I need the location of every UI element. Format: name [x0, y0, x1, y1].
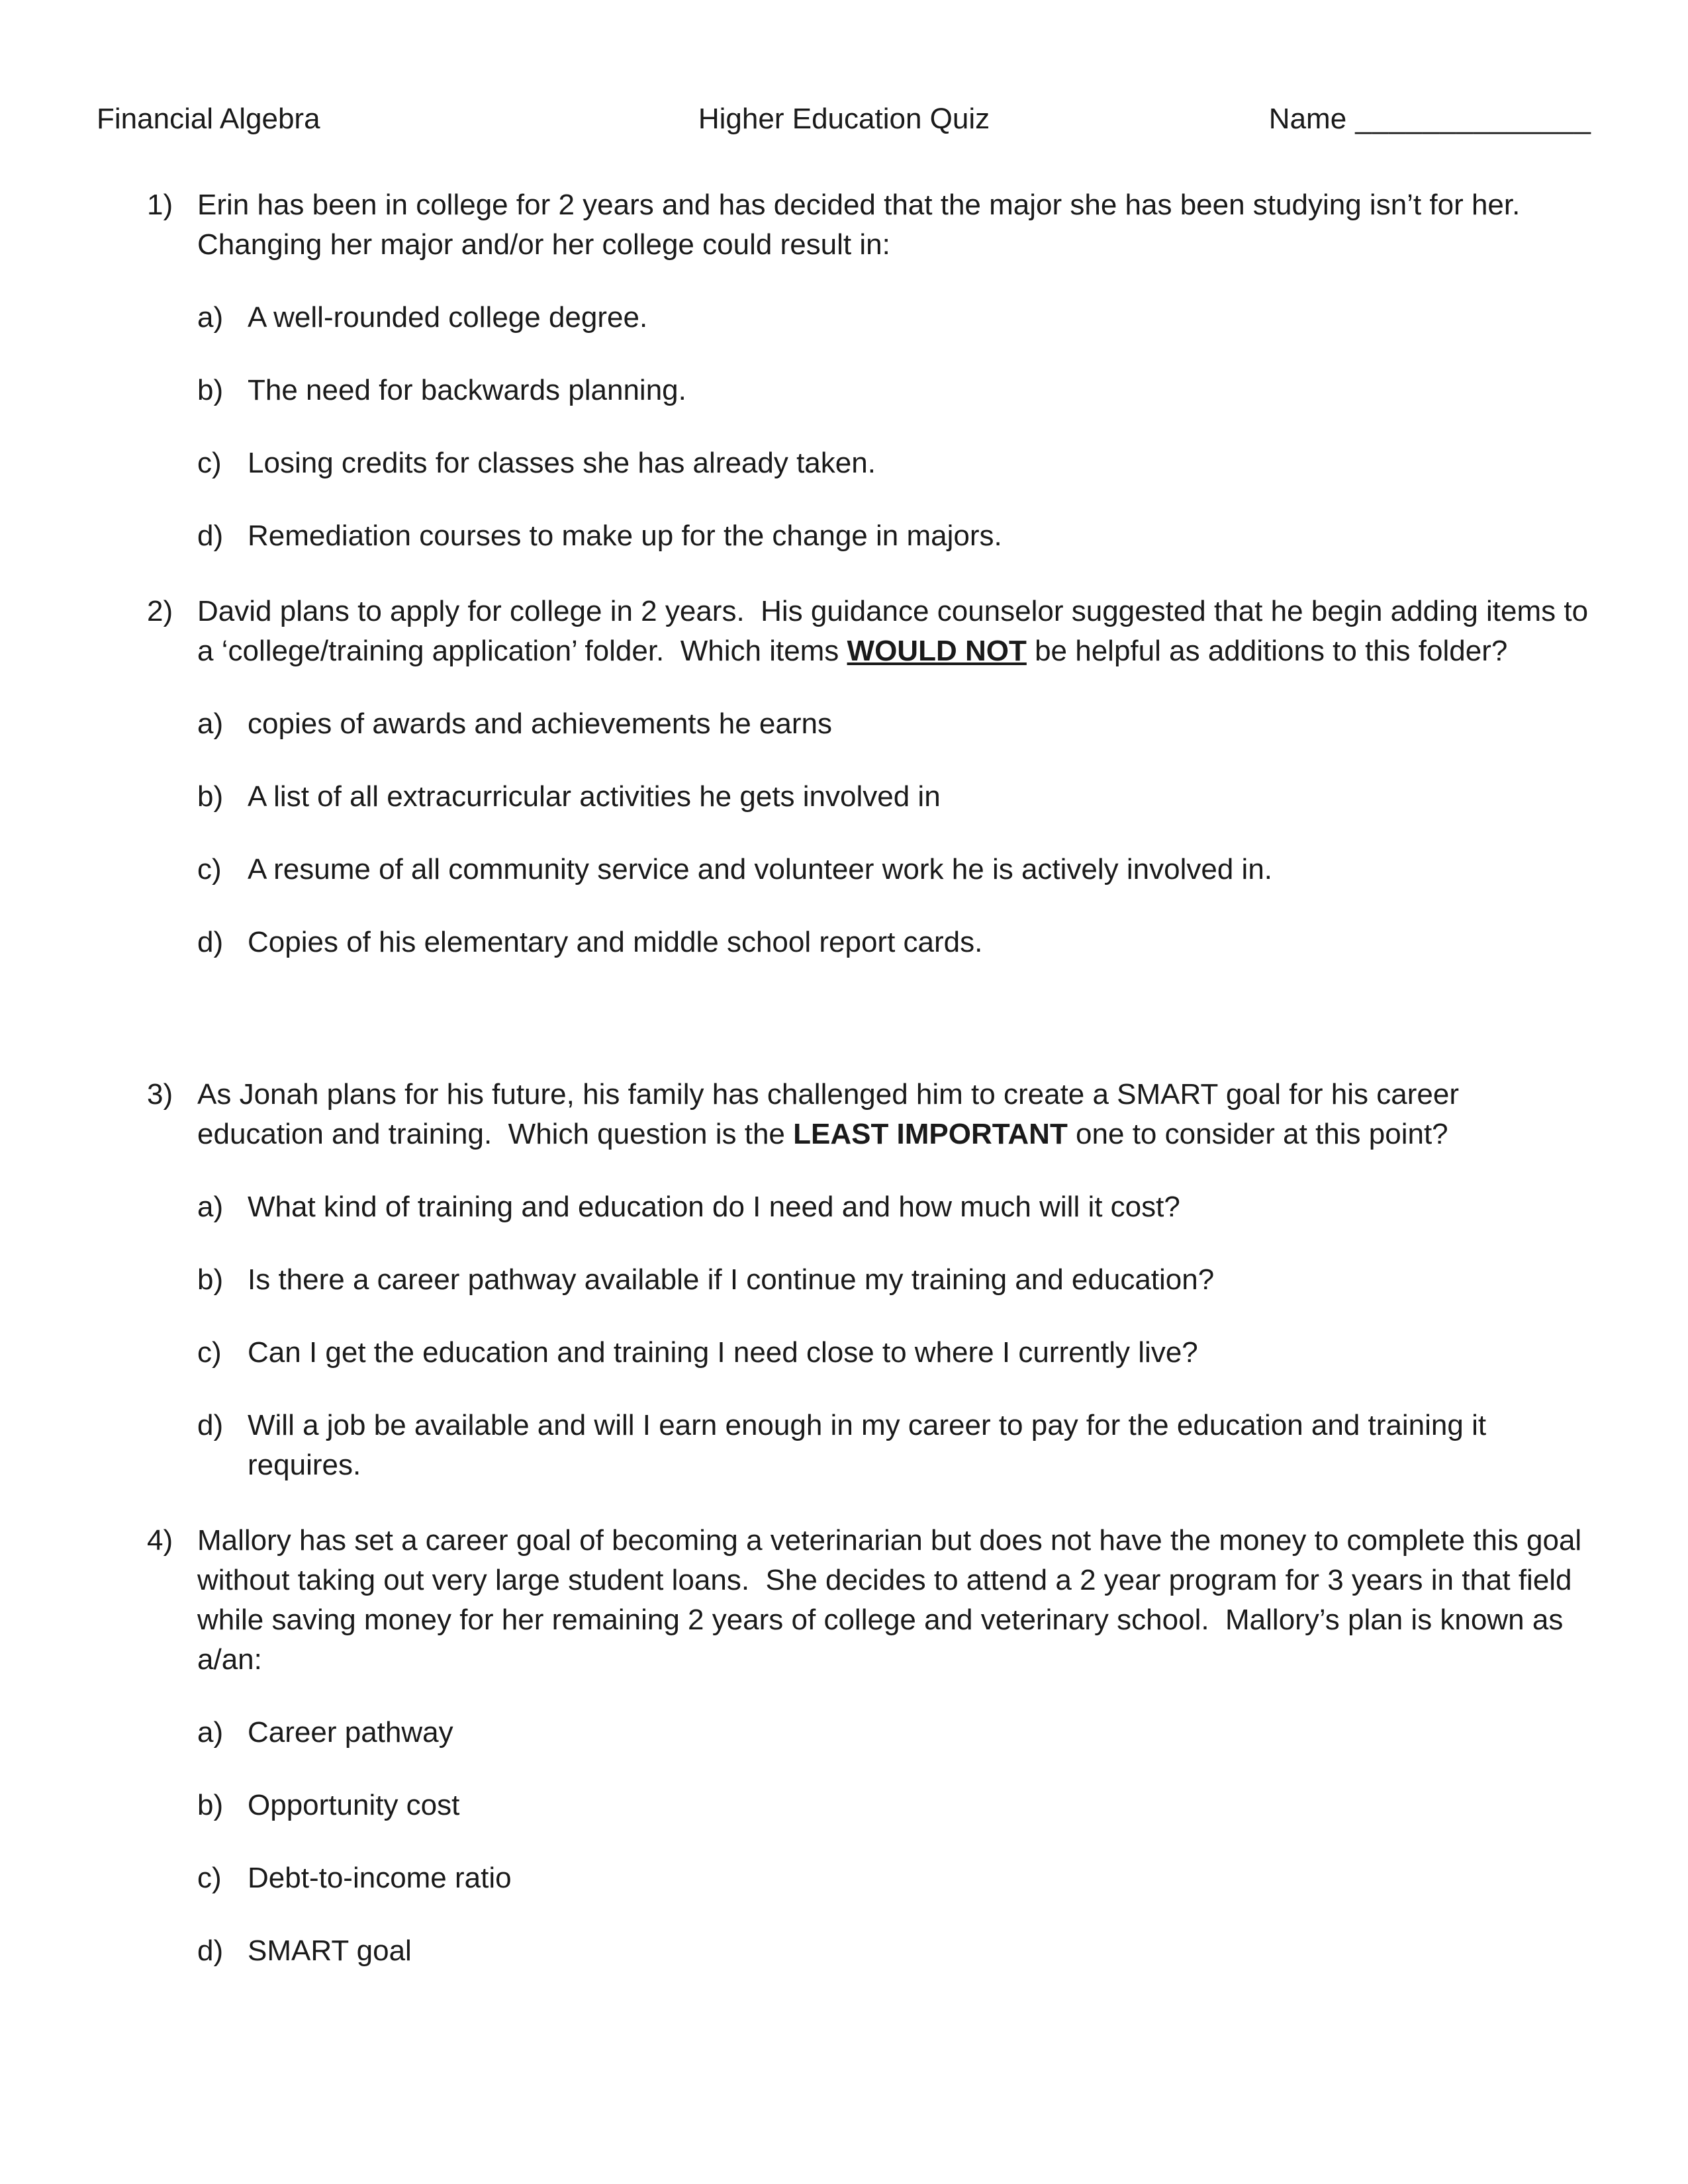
answer-option: [197, 777, 1591, 817]
option-letter: b): [197, 1263, 224, 1296]
option-letter: b): [197, 780, 224, 813]
option-letter: a): [197, 707, 224, 740]
question-body: [197, 592, 1597, 962]
question-text-segment: one to consider at this point?: [1067, 1118, 1448, 1150]
option-letter: d): [197, 926, 224, 958]
option-text: Remediation courses to make up for the change in majors.: [248, 520, 1002, 552]
question-text-segment: be helpful as additions to this folder?: [1026, 635, 1508, 667]
question-text: [197, 1521, 1591, 1680]
question-block: [97, 592, 1597, 962]
question-number: 1): [147, 189, 173, 221]
answer-option: [197, 371, 1591, 410]
option-letter: a): [197, 301, 224, 334]
question-text: [197, 1075, 1591, 1154]
option-letter: b): [197, 1789, 224, 1821]
answer-option: [197, 1713, 1591, 1752]
option-letter: c): [197, 853, 222, 886]
question-text: [197, 592, 1597, 671]
option-letter: c): [197, 1862, 222, 1894]
answer-option: [197, 1187, 1591, 1227]
option-text: A list of all extracurricular activities he gets involved in: [248, 780, 941, 813]
question-number: 2): [147, 595, 173, 627]
question-text-segment: David plans to apply for college in 2 years. His guidance counselor suggested that he begin adding items to a ‘college/training application’ folder. Which items: [197, 595, 1597, 667]
option-text: Can I get the education and training I need close to where I currently live?: [248, 1336, 1198, 1369]
option-text: Career pathway: [248, 1716, 453, 1749]
option-text: The need for backwards planning.: [248, 374, 686, 406]
page-title: Higher Education Quiz: [698, 103, 990, 135]
answer-option: [197, 850, 1591, 889]
name-label: Name: [1268, 103, 1347, 135]
question-block: [97, 1075, 1591, 1485]
name-field: [1269, 99, 1591, 139]
option-text: What kind of training and education do I need and how much will it cost?: [248, 1191, 1180, 1223]
option-text: copies of awards and achievements he earns: [248, 707, 832, 740]
question-text-segment: WOULD NOT: [847, 635, 1027, 667]
option-letter: d): [197, 1934, 224, 1967]
answer-option: [197, 1858, 1591, 1898]
answer-option: [197, 298, 1591, 338]
option-text: Debt-to-income ratio: [248, 1862, 512, 1894]
question-body: [197, 1075, 1591, 1485]
question-body: [197, 1521, 1591, 1971]
answer-option: [197, 1406, 1591, 1485]
option-letter: d): [197, 520, 224, 552]
option-letter: b): [197, 374, 224, 406]
answer-option: [197, 443, 1591, 483]
question-text-segment: LEAST IMPORTANT: [793, 1118, 1068, 1150]
question-list: [97, 185, 1597, 1971]
name-blank-line: ______________: [1346, 103, 1591, 135]
answer-option: [197, 1333, 1591, 1373]
option-letter: a): [197, 1716, 224, 1749]
option-text: Losing credits for classes she has already taken.: [248, 447, 876, 479]
answer-option: [197, 704, 1591, 744]
question-body: [197, 185, 1591, 556]
option-letter: a): [197, 1191, 224, 1223]
question-text: [197, 185, 1591, 265]
answer-option: [197, 923, 1591, 962]
option-text: A resume of all community service and volunteer work he is actively involved in.: [248, 853, 1273, 886]
option-text: Opportunity cost: [248, 1789, 460, 1821]
question-text-segment: As Jonah plans for his future, his family has challenged him to create a SMART goal for his career education and training. Which question is the: [197, 1078, 1468, 1150]
question-text-segment: Mallory has set a career goal of becoming a veterinarian but does not have the money to complete this goal without taking out very large student loans. She decides to attend a 2 year program for 3 years in that field while saving money for her remaining 2 years of college and veterinary school. Mallory’s plan is known as a/an:: [197, 1524, 1590, 1676]
option-letter: c): [197, 447, 222, 479]
option-letter: d): [197, 1409, 224, 1441]
question-block: [97, 1521, 1591, 1971]
answer-option: [197, 1931, 1591, 1971]
question-number: 4): [147, 1524, 173, 1557]
question-block: [97, 185, 1591, 556]
question-text-segment: Erin has been in college for 2 years and has decided that the major she has been studying isn’t for her. Changing her major and/or her college could result in:: [197, 189, 1536, 261]
answer-option: [197, 516, 1591, 556]
answer-option: [197, 1786, 1591, 1825]
option-letter: c): [197, 1336, 222, 1369]
option-text: Copies of his elementary and middle school report cards.: [248, 926, 983, 958]
course-label: Financial Algebra: [97, 103, 320, 135]
option-text: Is there a career pathway available if I continue my training and education?: [248, 1263, 1215, 1296]
option-text: Will a job be available and will I earn enough in my career to pay for the education and training it requires.: [248, 1409, 1495, 1481]
question-number: 3): [147, 1078, 173, 1111]
option-text: SMART goal: [248, 1934, 412, 1967]
page-header: [97, 99, 1591, 139]
answer-option: [197, 1260, 1591, 1300]
option-text: A well-rounded college degree.: [248, 301, 648, 334]
